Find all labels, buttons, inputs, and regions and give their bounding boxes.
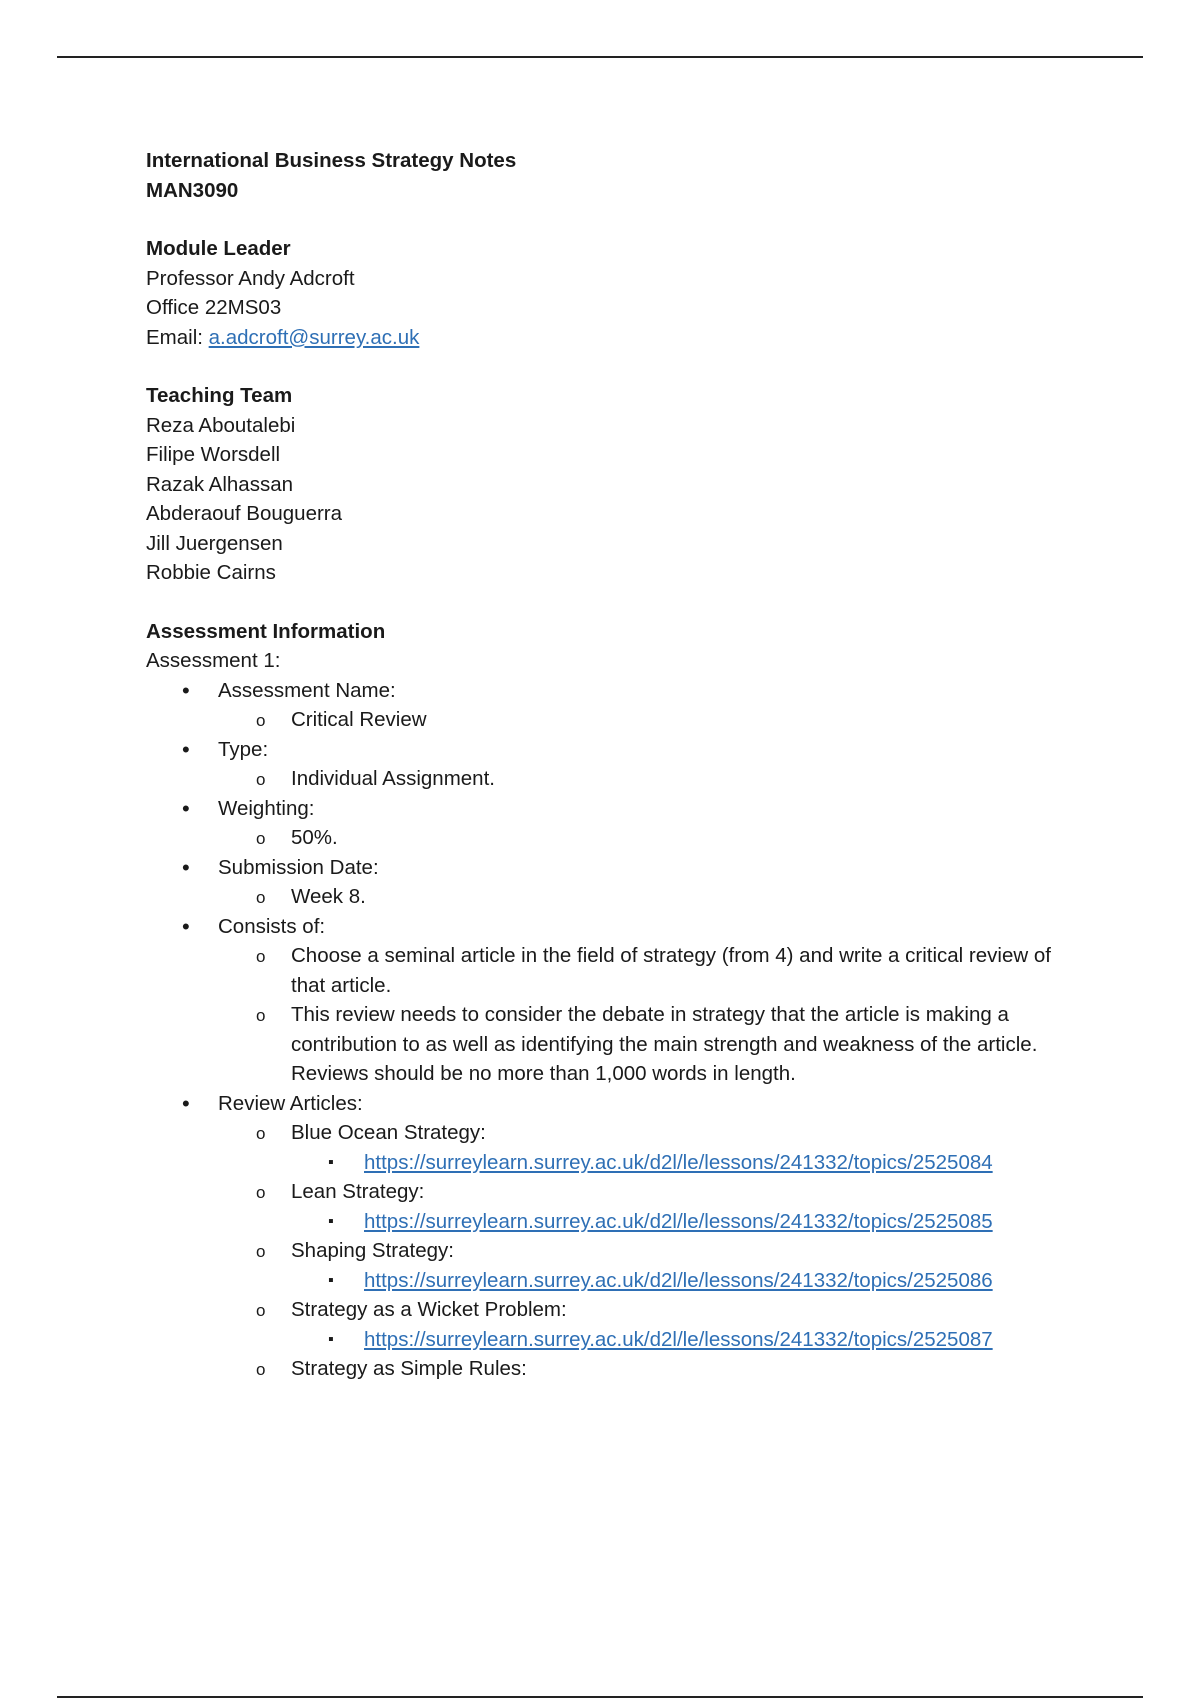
list-item — [291, 1236, 1066, 1295]
bottom-rule — [57, 1696, 1143, 1698]
article-link[interactable]: ▪ https://surreylearn.surrey.ac.uk/d2l/le/lessons/241332/topics/2525085 — [364, 1209, 993, 1233]
document-page — [146, 146, 1066, 1384]
list-item — [291, 705, 1066, 735]
article-name: Lean Strategy: — [291, 1180, 425, 1203]
team-member: Reza Aboutalebi — [146, 413, 296, 437]
list-item — [291, 941, 1066, 1000]
weighting-value: 50%. — [291, 826, 338, 849]
submission-date-value: Week 8. — [291, 885, 366, 908]
list-item — [291, 1295, 1066, 1354]
email-label: Email: — [146, 325, 209, 349]
list-item — [218, 794, 1066, 853]
list-item — [218, 1089, 1066, 1384]
list-item — [291, 1177, 1066, 1236]
list-item — [218, 735, 1066, 794]
list-item — [364, 1207, 1066, 1237]
list-item — [364, 1266, 1066, 1296]
article-name: Blue Ocean Strategy: — [291, 1121, 486, 1144]
team-member: Robbie Cairns — [146, 561, 276, 584]
list-item — [291, 882, 1066, 912]
top-rule — [57, 56, 1143, 58]
email-link[interactable]: a.adcroft@surrey.ac.uk — [208, 325, 420, 349]
article-name: Shaping Strategy: — [291, 1239, 454, 1262]
list-item — [218, 853, 1066, 912]
list-item — [364, 1325, 1066, 1355]
article-name: Strategy as a Wicket Problem: — [291, 1298, 567, 1321]
list-item — [364, 1148, 1066, 1178]
document-title: International Business Strategy Notes — [146, 149, 517, 172]
type-label: Type: — [218, 737, 269, 761]
team-member: Filipe Worsdell — [146, 443, 281, 466]
article-link[interactable]: ▪ https://surreylearn.surrey.ac.uk/d2l/le/lessons/241332/topics/2525087 — [364, 1327, 993, 1351]
weighting-label: Weighting: — [218, 796, 315, 820]
list-item — [291, 1354, 1066, 1384]
list-item — [218, 676, 1066, 735]
list-item — [291, 1000, 1066, 1089]
list-item — [291, 764, 1066, 794]
assessment-name-value: Critical Review — [291, 708, 427, 731]
module-leader-name: Professor Andy Adcroft — [146, 266, 355, 290]
type-value: Individual Assignment. — [291, 767, 495, 790]
article-name: Strategy as Simple Rules: — [291, 1357, 527, 1380]
assessment-label: Assessment 1: — [146, 649, 281, 672]
list-item — [291, 1118, 1066, 1177]
article-link[interactable]: ▪ https://surreylearn.surrey.ac.uk/d2l/le/lessons/241332/topics/2525086 — [364, 1268, 993, 1292]
submission-date-label: Submission Date: — [218, 855, 379, 879]
list-item — [291, 823, 1066, 853]
team-member: Abderaouf Bouguerra — [146, 502, 343, 525]
module-leader-heading: Module Leader — [146, 237, 291, 260]
module-leader-email — [146, 323, 1066, 353]
consists-item: Choose a seminal article in the field of strategy (from 4) and write a critical review of that article. — [291, 944, 1051, 997]
team-member: Jill Juergensen — [146, 531, 283, 555]
review-articles-label: Review Articles: — [218, 1091, 363, 1115]
consists-of-label: Consists of: — [218, 914, 326, 938]
assessment-heading: Assessment Information — [146, 619, 386, 643]
team-member: Razak Alhassan — [146, 472, 294, 496]
teaching-team-heading: Teaching Team — [146, 384, 293, 407]
assessment-name-label: Assessment Name: — [218, 678, 396, 702]
consists-item: This review needs to consider the debate in strategy that the article is making a contribution to as well as identifying the main strength and weakness of the article. Reviews should be no more than 1,000 words in length. — [291, 1003, 1038, 1085]
article-link[interactable]: ▪ https://surreylearn.surrey.ac.uk/d2l/le/lessons/241332/topics/2525084 — [364, 1150, 993, 1174]
list-item — [218, 912, 1066, 1089]
assessment-list — [146, 676, 1066, 1384]
module-leader-office: Office 22MS03 — [146, 296, 282, 319]
module-code: MAN3090 — [146, 178, 239, 202]
